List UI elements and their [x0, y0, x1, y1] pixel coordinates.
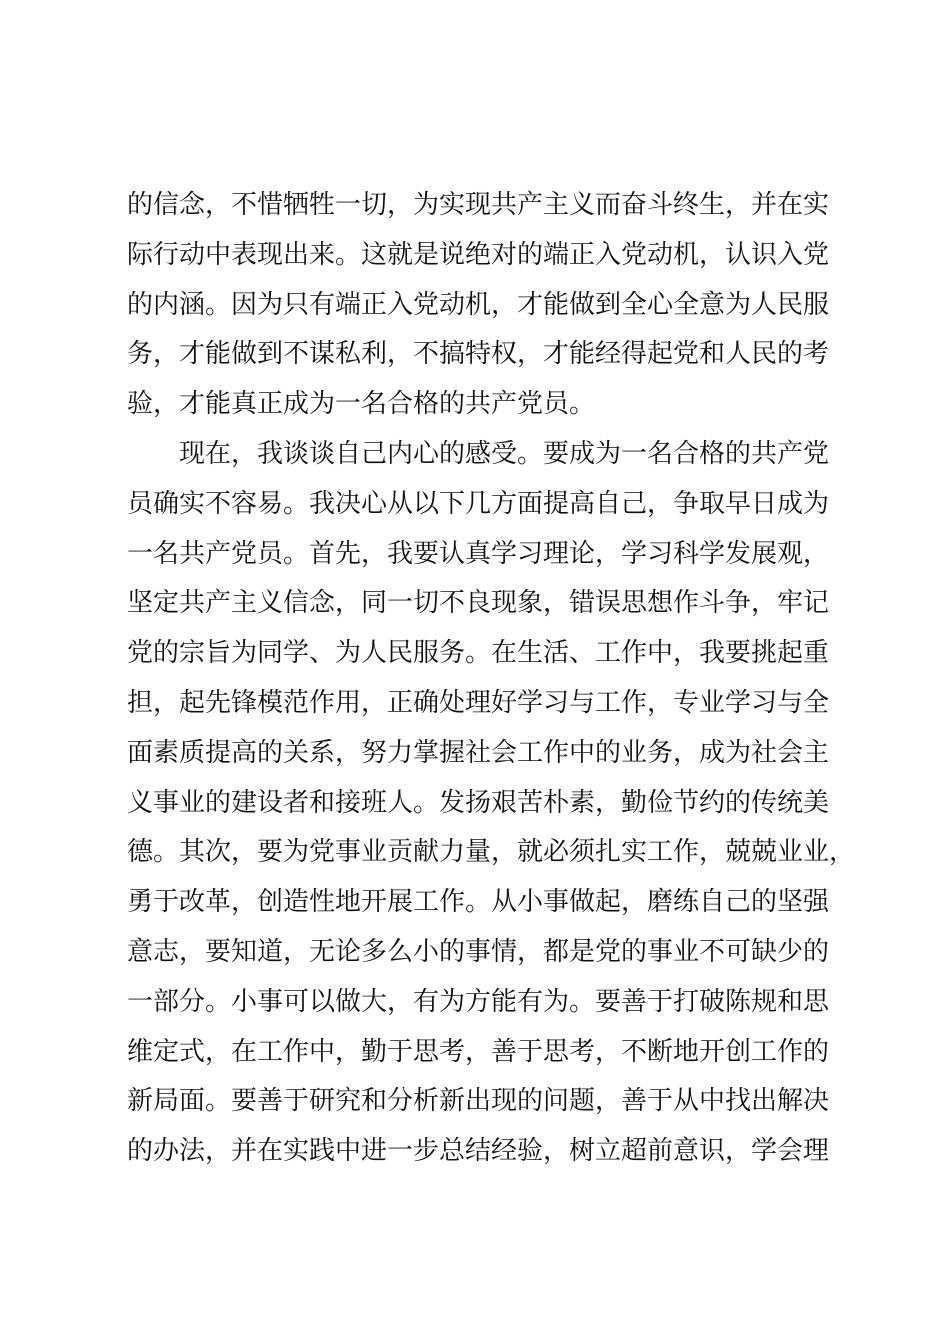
- text-line: 担，起先锋模范作用，正确处理好学习与工作，专业学习与全: [127, 687, 830, 718]
- text-line: 新局面。要善于研究和分析新出现的问题，善于从中找出解决: [127, 1086, 830, 1117]
- text-line: 党的宗旨为同学、为人民服务。在生活、工作中，我要挑起重: [127, 638, 830, 669]
- text-line: 验，才能真正成为一名合格的共产党员。: [127, 389, 596, 420]
- text-line: 勇于改革，创造性地开展工作。从小事做起，磨练自己的坚强: [127, 887, 830, 918]
- text-line: 务，才能做到不谋私利，不搞特权，才能经得起党和人民的考: [127, 339, 830, 370]
- text-line: 际行动中表现出来。这就是说绝对的端正入党动机，认识入党: [127, 239, 830, 270]
- text-line: 德。其次，要为党事业贡献力量，就必须扎实工作，兢兢业业，: [127, 837, 856, 868]
- text-line: 坚定共产主义信念，同一切不良现象，错误思想作斗争，牢记: [127, 588, 830, 619]
- text-line: 一名共产党员。首先，我要认真学习理论，学习科学发展观，: [127, 538, 830, 569]
- text-line: 的办法，并在实践中进一步总结经验，树立超前意识，学会理: [127, 1136, 830, 1167]
- text-line: 员确实不容易。我决心从以下几方面提高自己，争取早日成为: [127, 488, 830, 519]
- text-line: 义事业的建设者和接班人。发扬艰苦朴素，勤俭节约的传统美: [127, 787, 830, 818]
- text-line: 意志，要知道，无论多么小的事情，都是党的事业不可缺少的: [127, 936, 830, 967]
- document-body-text: [127, 181, 856, 1177]
- text-line: 一部分。小事可以做大，有为方能有为。要善于打破陈规和思: [127, 986, 830, 1017]
- text-line: 面素质提高的关系，努力掌握社会工作中的业务，成为社会主: [127, 737, 830, 768]
- text-line: 的信念，不惜牺牲一切，为实现共产主义而奋斗终生，并在实: [127, 190, 830, 220]
- text-line: 维定式，在工作中，勤于思考，善于思考，不断地开创工作的: [127, 1036, 830, 1067]
- paragraph-first-line: 现在，我谈谈自己内心的感受。要成为一名合格的共产党: [179, 438, 830, 469]
- text-line: 的内涵。因为只有端正入党动机，才能做到全心全意为人民服: [127, 289, 830, 320]
